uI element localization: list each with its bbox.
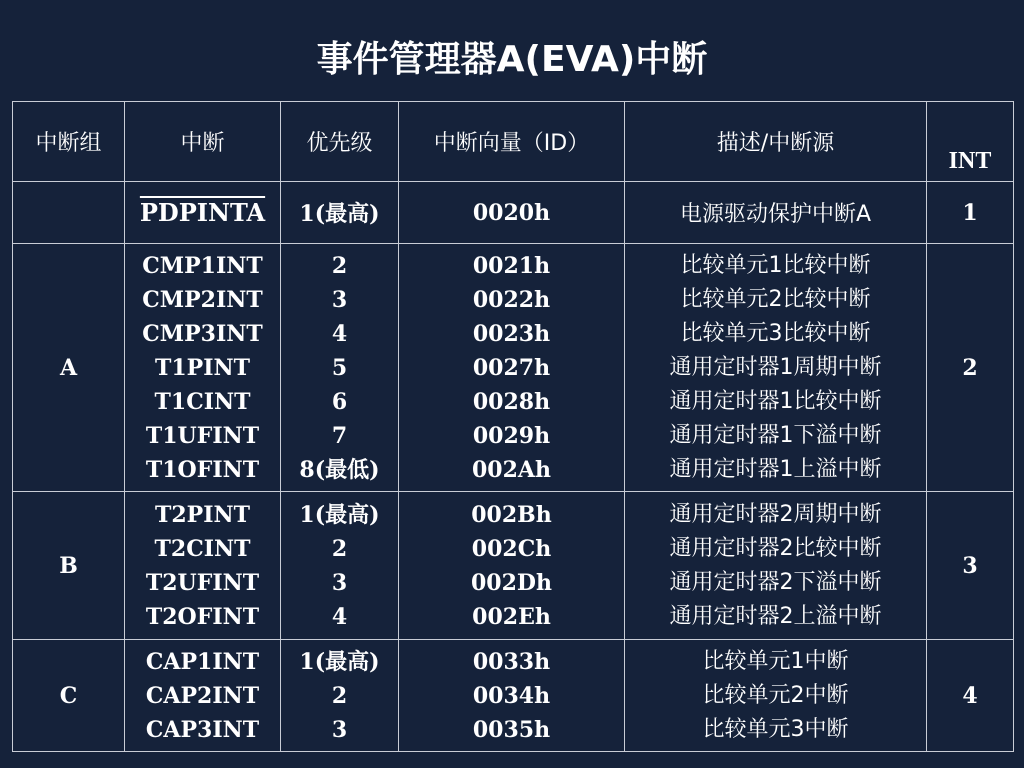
cell-line: 0027h	[472, 354, 551, 381]
cell-line: 比较单元3比较中断	[680, 320, 871, 346]
cell-line: 0033h	[472, 648, 551, 675]
cell-line: CAP2INT	[145, 682, 260, 709]
vector-cell	[399, 492, 625, 640]
description-cell: 电源驱动保护中断A	[625, 182, 927, 244]
description-cell	[625, 640, 927, 752]
interrupt-cell	[125, 244, 281, 492]
cell-line: 通用定时器2比较中断	[669, 535, 882, 561]
cell-line: 比较单元1比较中断	[680, 252, 871, 278]
header-description: 描述/中断源	[625, 102, 927, 182]
priority-cell	[281, 492, 399, 640]
group-cell: A	[13, 244, 125, 492]
cell-line: T2OFINT	[145, 603, 260, 630]
cell-line: 0035h	[472, 716, 551, 743]
cell-line: T1CINT	[154, 388, 251, 415]
cell-line: 6	[331, 388, 348, 415]
table-row	[13, 640, 1014, 752]
cell-line: CAP1INT	[145, 648, 260, 675]
interrupt-cell	[125, 182, 281, 244]
vector-cell	[399, 244, 625, 492]
header-priority: 优先级	[281, 102, 399, 182]
group-cell	[13, 182, 125, 244]
cell-line: 比较单元2比较中断	[680, 286, 871, 312]
cell-line: 比较单元2中断	[702, 682, 849, 708]
cell-line: 4	[331, 603, 348, 630]
interrupt-cell	[125, 640, 281, 752]
cell-line: 0021h	[472, 252, 551, 279]
cell-line: 通用定时器2周期中断	[669, 501, 882, 527]
cell-line: 2	[331, 682, 348, 709]
cell-line: 7	[331, 422, 348, 449]
group-cell: C	[13, 640, 125, 752]
cell-line: 1(最高)	[299, 501, 380, 528]
cell-line: 002Ah	[472, 456, 551, 483]
header-int: INT	[927, 102, 1014, 182]
cell-line: T2UFINT	[145, 569, 260, 596]
int-cell: 4	[927, 640, 1014, 752]
cell-line: 0029h	[472, 422, 551, 449]
cell-line: 3	[331, 716, 348, 743]
int-cell: 3	[927, 492, 1014, 640]
header-interrupt: 中断	[125, 102, 281, 182]
cell-line: 比较单元3中断	[702, 716, 849, 742]
interrupt-table	[12, 101, 1014, 752]
cell-line: 2	[331, 535, 348, 562]
int-cell: 2	[927, 244, 1014, 492]
cell-line: 002Ch	[471, 535, 552, 562]
description-cell	[625, 492, 927, 640]
cell-line: CMP2INT	[142, 286, 263, 313]
cell-line: T2PINT	[155, 501, 250, 528]
page-title: 事件管理器A(EVA)中断	[316, 39, 708, 80]
vector-cell	[399, 640, 625, 752]
cell-line: 2	[331, 252, 348, 279]
cell-line: T1PINT	[155, 354, 250, 381]
cell-line: 比较单元1中断	[702, 648, 849, 674]
table-row	[13, 244, 1014, 492]
group-cell: B	[13, 492, 125, 640]
vector-cell: 0020h	[399, 182, 625, 244]
cell-line: 通用定时器1下溢中断	[669, 422, 882, 448]
cell-line: 通用定时器1上溢中断	[669, 456, 882, 482]
priority-cell	[281, 244, 399, 492]
cell-line: T2CINT	[154, 535, 251, 562]
cell-line: CAP3INT	[145, 716, 260, 743]
header-row	[13, 102, 1014, 182]
cell-line: 通用定时器1比较中断	[669, 388, 882, 414]
priority-cell: 1(最高)	[281, 182, 399, 244]
cell-line: 0022h	[472, 286, 551, 313]
interrupt-name: PDPINTA	[139, 198, 266, 227]
header-group: 中断组	[13, 102, 125, 182]
cell-line: 0028h	[472, 388, 551, 415]
cell-line: 002Dh	[471, 569, 552, 596]
table-row	[13, 492, 1014, 640]
cell-line: 通用定时器2上溢中断	[669, 603, 882, 629]
cell-line: 通用定时器1周期中断	[669, 354, 882, 380]
cell-line: 5	[331, 354, 348, 381]
cell-line: CMP1INT	[142, 252, 263, 279]
table-row	[13, 182, 1014, 244]
cell-line: 4	[331, 320, 348, 347]
cell-line: T1UFINT	[145, 422, 260, 449]
cell-line: 3	[331, 569, 348, 596]
cell-line: 002Eh	[472, 603, 551, 630]
cell-line: 通用定时器2下溢中断	[669, 569, 882, 595]
cell-line: 3	[331, 286, 348, 313]
int-cell: 1	[927, 182, 1014, 244]
cell-line: CMP3INT	[142, 320, 263, 347]
description-cell	[625, 244, 927, 492]
interrupt-cell	[125, 492, 281, 640]
priority-cell	[281, 640, 399, 752]
cell-line: 0023h	[472, 320, 551, 347]
cell-line: 8(最低)	[299, 456, 380, 483]
header-vector: 中断向量（ID）	[399, 102, 625, 182]
cell-line: T1OFINT	[145, 456, 260, 483]
cell-line: 002Bh	[471, 501, 552, 528]
cell-line: 1(最高)	[299, 648, 380, 675]
cell-line: 0034h	[472, 682, 551, 709]
